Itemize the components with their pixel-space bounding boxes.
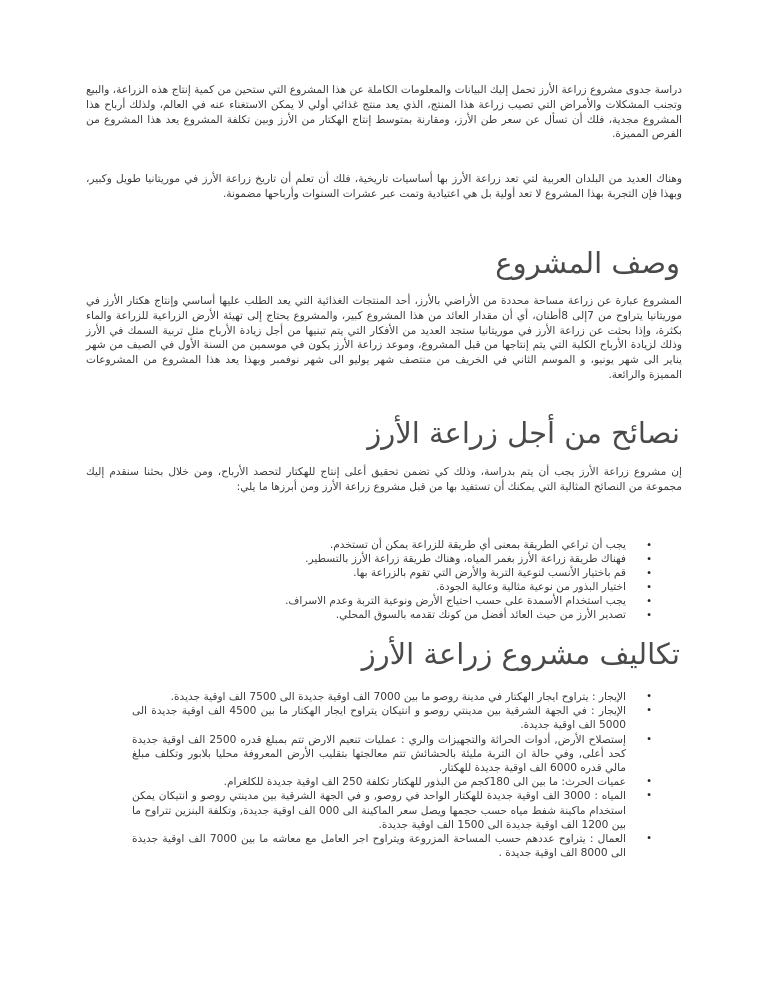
intro-paragraph-1: دراسة جدوى مشروع زراعة الأرز تحمل إليك البيانات والمعلومات الكاملة عن هذا المشروع التي ستحين من كمية إنتاج هذه الزراعة، والبيع وتجنب المشكلات والأمراض التي تصيب زراعة هذا المنتج، الذي يعد منتج غذائي أولي لا يمكن الاستغناء عنه في العالم، ولذلك أرباح هذا المشروع مجدية، فلك أن تسأل عن سعر طن الأرز، ومقارنة بمتوسط إنتاج الهكتار من الأرز وبين تكلفة المشروع يعد هذا المشروع من الفرص المميزة. (86, 84, 682, 141)
tips-list (206, 539, 626, 622)
heading-rice-tips: نصائح من أجل زراعة الأرز (367, 416, 680, 450)
list-item: • يجب استخدام الأسمدة على حسب احتياج الأرض ونوعية التربة وعدم الاسراف. (206, 595, 626, 609)
tips-intro-paragraph: إن مشروع زراعة الأرز يجب أن يتم بدراسة، وذلك كي تضمن تحقيق أعلى إنتاج للهكتار لتحصد الأرباح، ومن خلال بحثنا سنقدم إليك مجموعة من النصائح المثالية التي يمكنك أن تستفيد بها من قبل مشروع زراعة الأرز ومن أبرزها ما يلي: (86, 466, 682, 493)
costs-list (132, 690, 626, 860)
list-item: • قم باختيار الأنسب لنوعية التربة والأرض التي تقوم بالزراعة بها. (206, 567, 626, 581)
list-item: • يجب أن تراعي الطريقة بمعنى أي طريقة للزراعة يمكن أن تستخدم. (206, 539, 626, 553)
list-item: • فهناك طريقة زراعة الأرز بغمر المياه، وهناك طريقة زراعة الأرز بالتسطير. (206, 553, 626, 567)
list-item: • الإيجار : في الجهة الشرقية بين مدينتي روصو و انتيكان يتراوح ايجار الهكتار ما بين 4500 الف اوقية جديدة الى 5000 الف اوقية جديدة. (132, 704, 626, 732)
list-item: • عميات الحرث: ما بين الى 180كجم من البذور للهكتار تكلفة 250 الف اوقية جديدة للكلغرام. (132, 775, 626, 789)
list-item: • الإيجار : يتراوح ايجار الهكتار في مدينة روصو ما بين 7000 الف اوقية جديدة الى 7500 الف اوقية جديدة. (132, 690, 626, 704)
list-item: • تصدير الأرز من حيث العائد أفضل من كونك تقدمه بالسوق المحلي. (206, 609, 626, 623)
list-item: • المياه : 3000 الف اوقية جديدة للهكتار الواحد في روصو, و في الجهة الشرقية بين مدينتي روصو و انتيكان يمكن استخدام ماكينة شفط مياه حسب حجمها ويصل سعر الماكينة الى 000 الف اوقية جديدة, وتكلفة البنزين تتراوح ما بين 1200 الف اوقية جديدة الى 1500 الف اوقية جديدة. (132, 789, 626, 832)
list-item: • اختيار البذور من نوعية مثالية وعالية الجودة. (206, 581, 626, 595)
description-paragraph: المشروع عبارة عن زراعة مساحة محددة من الأراضي بالأرز، أحد المنتجات الغذائية التي يعد الطلب عليها أساسي وإنتاج هكتار الأرز في موريتانيا يتراوح من 7إلى 8أطنان، أي أن مقدار العائد من هذا المشروع كبير، والمشروع يحتاج إلى تهيئة الأرض الزراعية للزراعة والماء بكثرة، وإذا بحثت عن زراعة الأرز في موريتانيا ستجد العديد من الأفكار التي يتم تبنيها من أجل زيادة الأرباح مثل تربية السمك في الأرز وذلك لزيادة الأرباح الكلية التي يتم إنتاجها من قبل المشروع، وموعد زراعة الأرز يكون في موسمين من السنة الأول في الصيف من شهر يناير الى شهر يونيو، و الموسم الثاني في الخريف من منتصف شهر يوليو الى شهر نوفمبر وبهذا يعد هذا المشروع من المشروعات المميزة والرائعة. (86, 295, 683, 381)
heading-project-costs: تكاليف مشروع زراعة الأرز (361, 637, 680, 671)
heading-project-description: وصف المشروع (495, 246, 680, 280)
list-item: • العمال : يتراوح عددهم حسب المساحة المزروعة ويتراوح اجر العامل مع معاشه ما بين 7000 الف اوقية جديدة الى 8000 الف اوقية جديدة . (132, 832, 626, 860)
list-item: • إستصلاح الأرض, أدوات الحراثة والتجهيزات والري : عمليات تنعيم الارض تتم بمبلغ قدره 2500 الف اوقية جديدة كحد أعلى, وفي حالة ان التربة مليئة بالحشائش تتم معالجتها بتقليب الأرض المعروفة محليا بلابور وتكلف مبلغ مالي قدره 6000 الف اوقية جديدة للهكتار. (132, 733, 626, 776)
intro-paragraph-2: وهناك العديد من البلدان العربية لتي تعد زراعة الأرز بها أساسيات تاريخية، فلك أن تعلم أن تاريخ زراعة الأرز في موريتانيا طويل وكبير، وبهذا فإن التجربة بهذا المشروع لا تعد أولية بل هي اعتيادية وتمت عبر عشرات السنوات وأرباحها مضمونة. (86, 173, 682, 200)
